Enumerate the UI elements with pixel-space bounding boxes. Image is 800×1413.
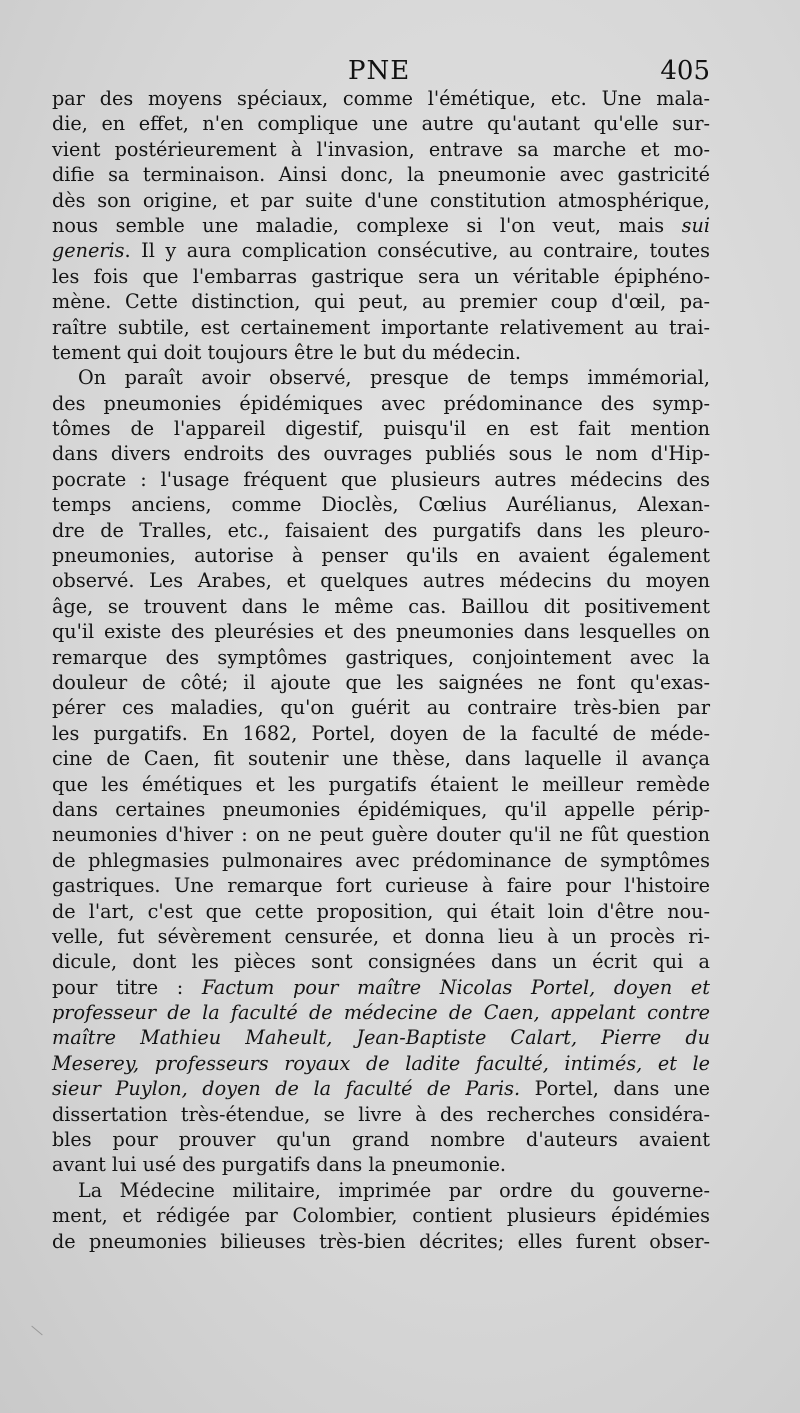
- text-line: raître subtile, est certainement importante relativement au trai-: [52, 315, 710, 339]
- text-line: âge, se trouvent dans le même cas. Baillou dit positivement: [52, 594, 710, 618]
- text-line: par des moyens spéciaux, comme l'émétique, etc. Une mala-: [52, 87, 710, 110]
- text-line: vient postérieurement à l'invasion, entrave sa marche et mo-: [52, 137, 710, 161]
- text-line: pocrate : l'usage fréquent que plusieurs autres médecins des: [52, 467, 710, 491]
- text-line: de pneumonies bilieuses très-bien décrites; elles furent obser-: [52, 1229, 710, 1253]
- text-line: remarque des symptômes gastriques, conjointement avec la: [52, 645, 710, 669]
- text-line: nous semble une maladie, complexe si l'on veut, mais sui: [52, 213, 710, 237]
- body-text: [52, 86, 710, 1254]
- text-line: La Médecine militaire, imprimée par ordre du gouverne-: [78, 1178, 710, 1202]
- text-line: sieur Puylon, doyen de la faculté de Paris. Portel, dans une: [52, 1077, 710, 1101]
- text-line: dans certaines pneumonies épidémiques, qu'il appelle périp-: [52, 797, 710, 821]
- text-line: ment, et rédigée par Colombier, contient plusieurs épidémies: [52, 1204, 710, 1228]
- text-line: avant lui usé des purgatifs dans la pneumonie.: [52, 1153, 507, 1177]
- text-line: maître Mathieu Maheult, Jean-Baptiste Calart, Pierre du: [52, 1026, 710, 1050]
- text-line: bles pour prouver qu'un grand nombre d'auteurs avaient: [52, 1128, 710, 1152]
- margin-mark: [31, 1326, 42, 1336]
- text-line: neumonies d'hiver : on ne peut guère douter qu'il ne fût question: [52, 823, 710, 847]
- text-line: douleur de côté; il ajoute que les saignées ne font qu'exas-: [52, 670, 710, 694]
- paragraph: [52, 86, 710, 365]
- text-line: dre de Tralles, etc., faisaient des purgatifs dans les pleuro-: [52, 518, 710, 542]
- paragraph: [52, 1178, 710, 1254]
- text-line: difie sa terminaison. Ainsi donc, la pneumonie avec gastricité: [52, 163, 710, 187]
- text-line: dicule, dont les pièces sont consignées dans un écrit qui a: [52, 950, 710, 974]
- text-line: pérer ces maladies, qu'on guérit au contraire très-bien par: [52, 696, 710, 720]
- text-line: temps anciens, comme Dioclès, Cœlius Aurélianus, Alexan-: [52, 493, 710, 517]
- text-line: mène. Cette distinction, qui peut, au premier coup d'œil, pa-: [52, 290, 710, 314]
- text-line: die, en effet, n'en complique une autre qu'autant qu'elle sur-: [52, 112, 710, 136]
- text-line: Meserey, professeurs royaux de ladite faculté, intimés, et le: [52, 1051, 710, 1075]
- running-head: PNE: [348, 56, 411, 86]
- text-line: les fois que l'embarras gastrique sera un véritable épiphéno-: [52, 264, 710, 288]
- text-line: professeur de la faculté de médecine de Caen, appelant contre: [52, 1001, 710, 1025]
- text-line: gastriques. Une remarque fort curieuse à faire pour l'histoire: [52, 874, 710, 898]
- text-line: de l'art, c'est que cette proposition, qui était loin d'être nou-: [52, 899, 710, 923]
- text-line: les purgatifs. En 1682, Portel, doyen de la faculté de méde-: [52, 721, 710, 745]
- text-line: de phlegmasies pulmonaires avec prédominance de symptômes: [52, 848, 710, 872]
- text-line: pour titre : Factum pour maître Nicolas Portel, doyen et: [52, 975, 711, 999]
- paragraph: [52, 365, 710, 1178]
- text-line: observé. Les Arabes, et quelques autres médecins du moyen: [52, 569, 710, 593]
- text-line: dissertation très-étendue, se livre à des recherches considéra-: [52, 1102, 710, 1126]
- page-number: 405: [660, 56, 710, 86]
- text-line: que les émétiques et les purgatifs étaient le meilleur remède: [52, 772, 710, 796]
- text-line: des pneumonies épidémiques avec prédominance des symp-: [52, 391, 710, 415]
- text-line: pneumonies, autorise à penser qu'ils en avaient également: [52, 544, 710, 568]
- text-line: dans divers endroits des ouvrages publiés sous le nom d'Hip-: [52, 442, 710, 466]
- text-line: velle, fut sévèrement censurée, et donna lieu à un procès ri-: [52, 924, 710, 948]
- text-line: generis. Il y aura complication consécutive, au contraire, toutes: [52, 239, 710, 263]
- text-line: tement qui doit toujours être le but du médecin.: [52, 340, 522, 364]
- text-line: On paraît avoir observé, presque de temps immémorial,: [78, 366, 710, 390]
- text-line: dès son origine, et par suite d'une constitution atmosphérique,: [52, 188, 710, 212]
- text-line: tômes de l'appareil digestif, puisqu'il en est fait mention: [52, 417, 710, 441]
- text-line: cine de Caen, fit soutenir une thèse, dans laquelle il avança: [52, 747, 710, 771]
- text-line: qu'il existe des pleurésies et des pneumonies dans lesquelles on: [52, 620, 710, 644]
